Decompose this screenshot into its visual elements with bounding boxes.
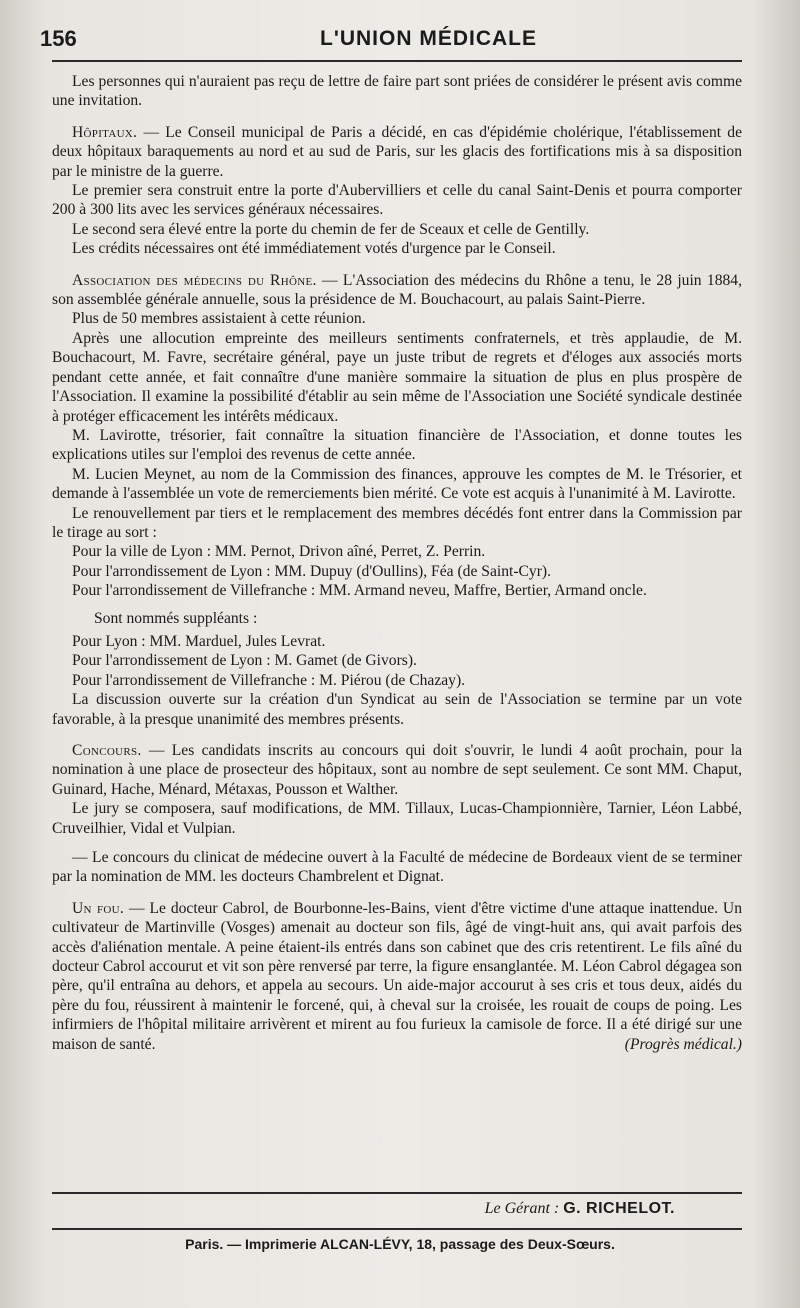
association-p12: Pour l'arrondissement de Lyon : M. Gamet (de Givors). bbox=[72, 652, 417, 670]
association-p14: La discussion ouverte sur la création d'un Syndicat au sein de l'Association se termine par un vote favorable, à la presque unanimité des membres présents. bbox=[52, 691, 742, 728]
printer-imprint: Paris. — Imprimerie ALCAN-LÉVY, 18, passage des Deux-Sœurs. bbox=[185, 1236, 615, 1252]
concours-paragraph bbox=[52, 741, 742, 799]
gerant-signature bbox=[485, 1200, 675, 1218]
hopitaux-p4: Les crédits nécessaires ont été immédiatement votés d'urgence par le Conseil. bbox=[72, 240, 556, 258]
footer-rule-bottom bbox=[52, 1228, 742, 1230]
association-p8: Pour l'arrondissement de Lyon : MM. Dupuy (d'Oullins), Féa (de Saint-Cyr). bbox=[72, 562, 552, 580]
hopitaux-paragraph bbox=[52, 123, 742, 181]
association-p9: Pour l'arrondissement de Villefranche : MM. Armand neveu, Maffre, Bertier, Armand oncle. bbox=[72, 582, 647, 600]
source-citation: (Progrès médical.) bbox=[624, 1035, 742, 1053]
article-body bbox=[52, 72, 742, 1054]
unfou-text: — Le docteur Cabrol, de Bourbonne-les-Bains, vient d'être victime d'une attaque inattendue. Un cultivateur de Martinville (Vosges) amenait au docteur son fils, âgé de vingt-huit ans, qui avait parfois des accès d'aliénation mentale. A peine étaient-ils entrés dans son cabinet que des cris retentirent. Le fils aîné du docteur Cabrol accourut et vit son père renversé par terre, la figure ensanglantée. M. Léon Cabrol dégagea son père, qu'il entraîna au dehors, et appela au secours. Un aide-major accourut à ses cris et tous deux, aidés du père du fou, réussirent à maintenir le forcené, qui, à cheval sur la croisée, les rouait de coups de poing. Les infirmiers de l'hôpital militaire arrivèrent et mirent au fou furieux la camisole de force. Il a été dirigé sur une maison de santé. bbox=[52, 899, 742, 1053]
association-p11: Pour Lyon : MM. Marduel, Jules Levrat. bbox=[72, 632, 326, 650]
hopitaux-p3: Le second sera élevé entre la porte du chemin de fer de Sceaux et celle de Gentilly. bbox=[72, 220, 590, 238]
hopitaux-p2: Le premier sera construit entre la porte d'Aubervilliers et celle du canal Saint-Denis et pourra comporter 200 à 300 lits avec les services généraux nécessaires. bbox=[52, 182, 742, 219]
concours-heading: Concours. bbox=[72, 742, 142, 759]
association-p3: Après une allocution empreinte des meilleurs sentiments confraternels, et très applaudie, de M. Bouchacourt, M. Favre, secrétaire général, paye un juste tribut de regrets et d'éloges aux associés morts pendant cette année, et fait connaître d'une manière sommaire la situation de plus en plus prospère de l'Association. Il examine la possibilité d'établir au sein même de l'Association une Société syndicale destinée à protéger efficacement les intérêts médicaux. bbox=[52, 329, 742, 425]
page-number: 156 bbox=[40, 26, 77, 51]
intro-paragraph: Les personnes qui n'auraient pas reçu de lettre de faire part sont priées de considérer le présent avis comme une invitation. bbox=[52, 73, 742, 110]
unfou-heading: Un fou. bbox=[72, 899, 125, 917]
association-p13: Pour l'arrondissement de Villefranche : M. Piérou (de Chazay). bbox=[72, 671, 466, 689]
concours-p3: — Le concours du clinicat de médecine ouvert à la Faculté de médecine de Bordeaux vient de se terminer par la nomination de MM. les docteurs Chambrelent et Dignat. bbox=[52, 849, 742, 886]
association-paragraph bbox=[52, 271, 742, 310]
gerant-label: Le Gérant : bbox=[484, 1200, 560, 1217]
gerant-name: G. RICHELOT. bbox=[563, 1200, 675, 1217]
header-rule bbox=[52, 60, 742, 62]
hopitaux-heading: Hôpitaux. bbox=[72, 123, 138, 141]
association-p2: Plus de 50 membres assistaient à cette réunion. bbox=[72, 310, 366, 328]
association-p6: Le renouvellement par tiers et le remplacement des membres décédés font entrer dans la Commission par le tirage au sort : bbox=[52, 504, 742, 541]
association-heading: Association des médecins du Rhône. bbox=[72, 271, 317, 289]
association-p4: M. Lavirotte, trésorier, fait connaître la situation financière de l'Association, et donne toutes les explications utiles sur l'emploi des revenus de cette année. bbox=[52, 426, 742, 464]
association-p5: M. Lucien Meynet, au nom de la Commission des finances, approuve les comptes de M. le Trésorier, et demande à l'assemblée un vote de remerciements bien mérité. Ce vote est acquis à l'unanimité à M. Lavirotte. bbox=[52, 465, 742, 503]
concours-p2: Le jury se composera, sauf modifications, de MM. Tillaux, Lucas-Championnière, Tarnier, Léon Labbé, Cruveilhier, Vidal et Vulpian. bbox=[52, 800, 742, 837]
concours-text: — Les candidats inscrits au concours qui doit s'ouvrir, le lundi 4 août prochain, pour la nomination à une place de prosecteur des hôpitaux, sont au nombre de sept seulement. Ce sont MM. Chaput, Guinard, Hache, Ménard, Métaxas, Pousson et Walther. bbox=[52, 742, 742, 798]
journal-title: L'UNION MÉDICALE bbox=[320, 27, 537, 50]
association-text: — L'Association des médecins du Rhône a tenu, le 28 juin 1884, son assemblée générale annuelle, sous la présidence de M. Bouchacourt, au palais Saint-Pierre. bbox=[52, 271, 742, 309]
unfou-paragraph bbox=[52, 899, 742, 1054]
association-p7: Pour la ville de Lyon : MM. Pernot, Drivon aîné, Perret, Z. Perrin. bbox=[72, 543, 486, 561]
association-p10: Sont nommés suppléants : bbox=[94, 609, 258, 627]
page-header bbox=[40, 22, 742, 56]
hopitaux-text: — Le Conseil municipal de Paris a décidé, en cas d'épidémie cholérique, l'établissement de deux hôpitaux baraquements au nord et au sud de Paris, sur les glacis des fortifications mis à sa disposition par le ministre de la guerre. bbox=[52, 123, 742, 180]
footer-rule-top bbox=[52, 1192, 742, 1194]
